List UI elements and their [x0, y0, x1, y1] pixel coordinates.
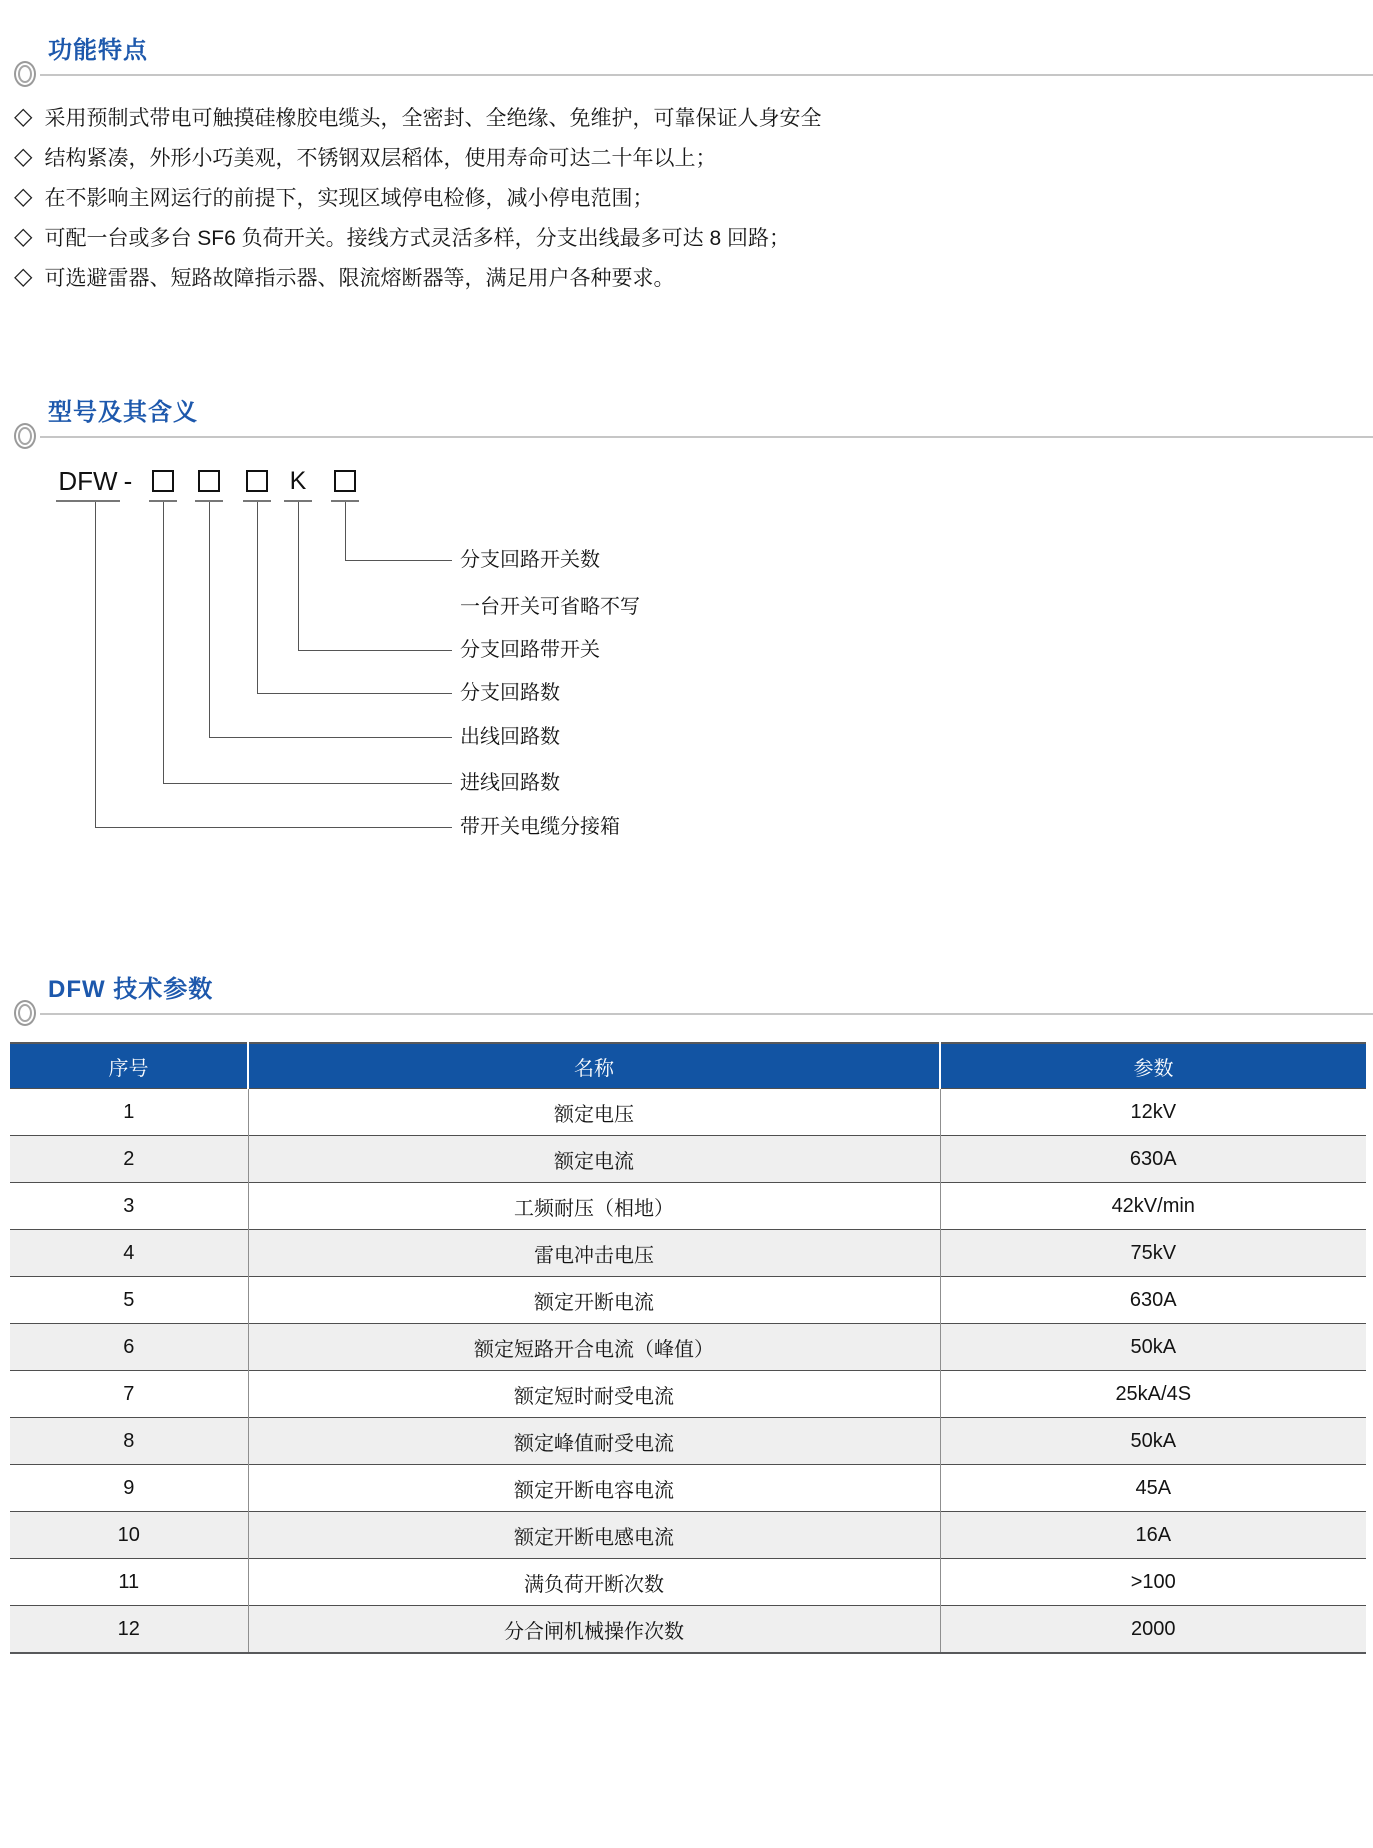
row-index-cell: 3: [10, 1183, 248, 1230]
section-divider: [40, 74, 1373, 76]
model-digit-box-2: [198, 470, 220, 492]
table-row: [10, 1418, 1366, 1465]
table-row: [10, 1324, 1366, 1371]
model-separator: -: [123, 466, 133, 496]
table-row: [10, 1277, 1366, 1324]
model-label: 分支回路开关数: [460, 549, 600, 571]
double-ring-inner-icon: [18, 1004, 32, 1022]
connector-vertical-line: [209, 502, 210, 737]
table-header-cell: 序号: [10, 1043, 248, 1089]
feature-item: [14, 217, 1354, 257]
model-label: 带开关电缆分接箱: [460, 816, 620, 838]
section-features-header: [0, 36, 1373, 76]
row-index-cell: 6: [10, 1324, 248, 1371]
parameters-table: [10, 1042, 1366, 1654]
param-value-cell: 42kV/min: [940, 1183, 1366, 1230]
table-row: [10, 1559, 1366, 1606]
params-title: DFW 技术参数: [48, 976, 214, 1003]
row-index-cell: 11: [10, 1559, 248, 1606]
row-index-cell: 10: [10, 1512, 248, 1559]
table-row: [10, 1512, 1366, 1559]
param-name-cell: 额定开断电容电流: [248, 1465, 940, 1512]
connector-vertical-line: [257, 502, 258, 693]
feature-list: [14, 97, 1354, 297]
feature-item: [14, 257, 1354, 297]
double-ring-inner-icon: [18, 65, 32, 83]
param-value-cell: 630A: [940, 1277, 1366, 1324]
diamond-bullet-icon: ◇: [14, 263, 33, 290]
table-header-cell: 名称: [248, 1043, 940, 1089]
section-divider: [40, 436, 1373, 438]
diamond-bullet-icon: ◇: [14, 103, 33, 130]
connector-horizontal-line: [209, 737, 452, 738]
feature-item-text: 可选避雷器、短路故障指示器、限流熔断器等，满足用户各种要求。: [44, 267, 675, 290]
param-value-cell: 12kV: [940, 1089, 1366, 1136]
param-name-cell: 满负荷开断次数: [248, 1559, 940, 1606]
connector-horizontal-line: [95, 827, 452, 828]
param-value-cell: 16A: [940, 1512, 1366, 1559]
table-header-row: [10, 1043, 1366, 1089]
model-title: 型号及其含义: [48, 399, 198, 426]
table-row: [10, 1371, 1366, 1418]
param-value-cell: >100: [940, 1559, 1366, 1606]
connector-horizontal-line: [163, 783, 452, 784]
param-name-cell: 工频耐压（相地）: [248, 1183, 940, 1230]
row-index-cell: 7: [10, 1371, 248, 1418]
table-row: [10, 1136, 1366, 1183]
row-index-cell: 5: [10, 1277, 248, 1324]
feature-item: [14, 97, 1354, 137]
param-name-cell: 额定电流: [248, 1136, 940, 1183]
diamond-bullet-icon: ◇: [14, 223, 33, 250]
param-value-cell: 2000: [940, 1606, 1366, 1654]
section-divider: [40, 1013, 1373, 1015]
features-title: 功能特点: [48, 37, 148, 64]
model-underline: [56, 500, 120, 502]
double-ring-icon: [14, 61, 36, 87]
connector-vertical-line: [95, 502, 96, 827]
model-fixed-letter: K: [289, 467, 307, 495]
model-digit-box-4: [334, 470, 356, 492]
model-label: 分支回路带开关: [460, 639, 600, 661]
feature-item-text: 采用预制式带电可触摸硅橡胶电缆头，全密封、全绝缘、免维护，可靠保证人身安全: [44, 107, 822, 130]
model-label: 出线回路数: [460, 726, 560, 748]
param-value-cell: 50kA: [940, 1324, 1366, 1371]
param-name-cell: 额定短路开合电流（峰值）: [248, 1324, 940, 1371]
param-name-cell: 额定短时耐受电流: [248, 1371, 940, 1418]
model-label: 分支回路数: [460, 682, 560, 704]
table-row: [10, 1089, 1366, 1136]
row-index-cell: 9: [10, 1465, 248, 1512]
model-digit-box-1: [152, 470, 174, 492]
table-row: [10, 1465, 1366, 1512]
param-name-cell: 额定峰值耐受电流: [248, 1418, 940, 1465]
param-name-cell: 额定电压: [248, 1089, 940, 1136]
model-prefix: DFW: [58, 466, 118, 496]
model-digit-box-3: [246, 470, 268, 492]
param-name-cell: 额定开断电感电流: [248, 1512, 940, 1559]
connector-horizontal-line: [298, 650, 452, 651]
table-row: [10, 1230, 1366, 1277]
diamond-bullet-icon: ◇: [14, 183, 33, 210]
param-name-cell: 分合闸机械操作次数: [248, 1606, 940, 1654]
table-header-cell: 参数: [940, 1043, 1366, 1089]
model-code-diagram: [0, 460, 1373, 860]
double-ring-icon: [14, 423, 36, 449]
row-index-cell: 8: [10, 1418, 248, 1465]
param-value-cell: 630A: [940, 1136, 1366, 1183]
section-params-header: [0, 975, 1373, 1015]
param-name-cell: 额定开断电流: [248, 1277, 940, 1324]
row-index-cell: 2: [10, 1136, 248, 1183]
double-ring-icon: [14, 1000, 36, 1026]
connector-vertical-line: [298, 502, 299, 650]
connector-vertical-line: [345, 502, 346, 560]
connector-horizontal-line: [345, 560, 452, 561]
feature-item-text: 结构紧凑，外形小巧美观，不锈钢双层稻体，使用寿命可达二十年以上；: [44, 147, 717, 170]
row-index-cell: 1: [10, 1089, 248, 1136]
connector-vertical-line: [163, 502, 164, 783]
connector-horizontal-line: [257, 693, 452, 694]
feature-item: [14, 177, 1354, 217]
model-label: 进线回路数: [460, 772, 560, 794]
double-ring-inner-icon: [18, 427, 32, 445]
param-value-cell: 45A: [940, 1465, 1366, 1512]
diamond-bullet-icon: ◇: [14, 143, 33, 170]
feature-item-text: 在不影响主网运行的前提下，实现区域停电检修，减小停电范围；: [44, 187, 654, 210]
param-value-cell: 75kV: [940, 1230, 1366, 1277]
row-index-cell: 12: [10, 1606, 248, 1654]
section-model-header: [0, 398, 1373, 438]
table-row: [10, 1606, 1366, 1654]
param-value-cell: 25kA/4S: [940, 1371, 1366, 1418]
row-index-cell: 4: [10, 1230, 248, 1277]
model-label: 一台开关可省略不写: [460, 596, 640, 618]
feature-item-text: 可配一台或多台 SF6 负荷开关。接线方式灵活多样，分支出线最多可达 8 回路；: [44, 227, 790, 250]
table-row: [10, 1183, 1366, 1230]
feature-item: [14, 137, 1354, 177]
param-name-cell: 雷电冲击电压: [248, 1230, 940, 1277]
param-value-cell: 50kA: [940, 1418, 1366, 1465]
